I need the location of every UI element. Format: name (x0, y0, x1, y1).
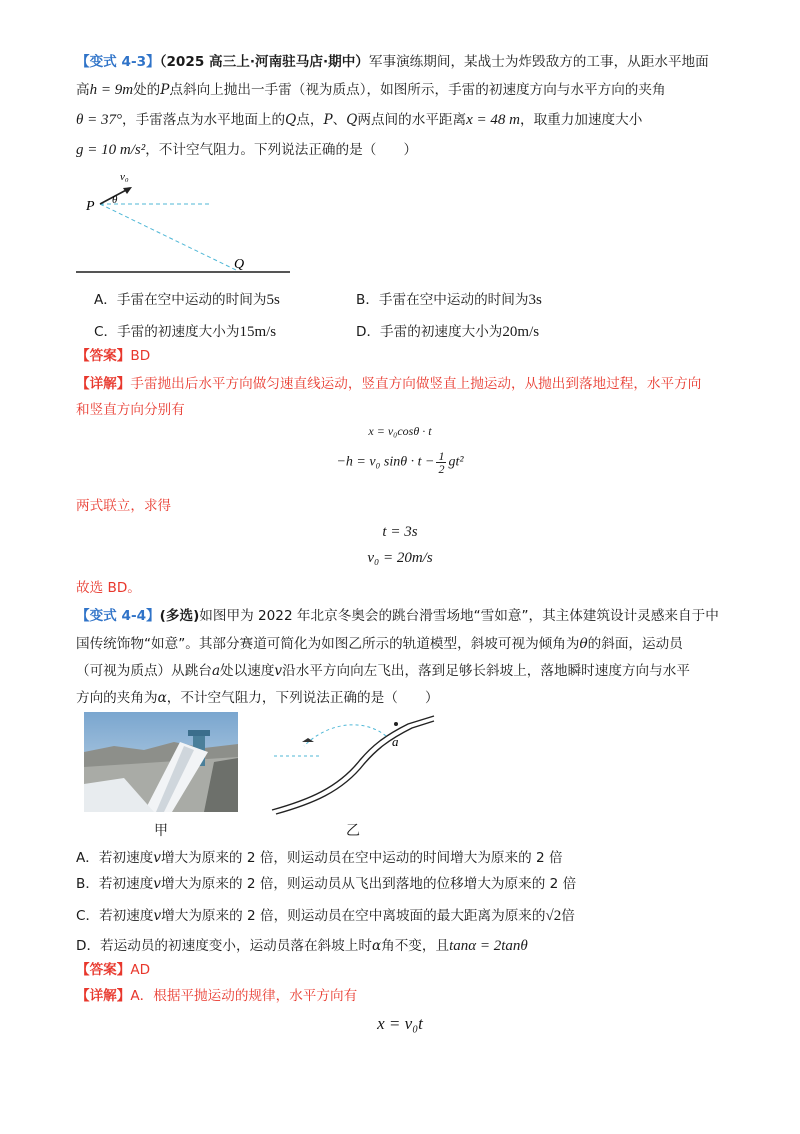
option-b-value: 3s (528, 292, 542, 308)
label-p: P (86, 199, 95, 214)
q43-option-b[interactable] (356, 288, 542, 309)
detail-text1: A．根据平抛运动的规律，水平方向有 (130, 988, 358, 1004)
option-d-value: 20m/s (502, 324, 540, 340)
label-q: Q (234, 257, 245, 272)
q43-result-v0: v₀ = 20m/s (367, 550, 433, 566)
q43-equation-1: x = v₀cosθ · t (368, 424, 432, 438)
eq2-left: −h = v₀ sinθ · t − (336, 454, 435, 470)
option-c-text3: 倍 (561, 908, 575, 924)
option-c-sqrt: √2 (545, 908, 562, 924)
q43-equation-2 (0, 450, 800, 475)
q43-combine: 两式联立，求得 (76, 498, 172, 514)
label-a: a (392, 734, 399, 749)
q43-text4: ，不计空气阻力。下列说法正确的是（ ） (145, 142, 418, 158)
q44-theta: θ (579, 636, 588, 652)
q44-option-c[interactable] (76, 904, 575, 925)
q43-point-p: P (160, 82, 170, 98)
answer-value: AD (130, 962, 151, 978)
option-d-text: D．手雷的初速度大小为 (356, 324, 503, 340)
q44-tag: 【变式 4-4】 (76, 608, 160, 624)
q43-option-d[interactable] (356, 320, 539, 341)
option-b-text: B．若初速度 (76, 876, 154, 892)
label-v0: v₀ (120, 171, 129, 183)
jumper-icon (394, 722, 398, 726)
eq2-fraction (436, 450, 446, 475)
q44-answer (76, 960, 150, 980)
option-a-text2: 增大为原来的 2 倍，则运动员在空中运动的时间增大为原来的 2 倍 (160, 850, 563, 866)
q43-choose: 故选 BD。 (76, 580, 141, 596)
q43-text2a: 高 (76, 82, 90, 98)
q43-point-q: Q (285, 112, 297, 128)
q43-text2b: 处的 (133, 82, 161, 98)
q43-source: （2025 高三上·河南驻马店·期中） (159, 54, 369, 70)
displacement-dashed-line (100, 204, 236, 270)
answer-value: BD (130, 348, 151, 364)
q43-g-expr: g = 10 m/s² (76, 142, 146, 158)
q44-text3c: 沿水平方向向左飞出，落到足够长斜坡上，落地瞬时速度方向与水平 (282, 663, 690, 679)
q44-text1: 如图甲为 2022 年北京冬奥会的跳台滑雪场地“雪如意”，其主体建筑设计灵感来自于中 (199, 608, 719, 624)
q44-multi: (多选) (159, 608, 200, 624)
q43-text3f: 两点间的水平距离 (357, 112, 467, 128)
detail-label: 【详解】 (76, 988, 131, 1004)
q43-text3d: 、 (332, 112, 347, 128)
q43-line4 (76, 140, 417, 160)
option-c-value: 15m/s (239, 324, 277, 340)
option-b-v: v (153, 876, 161, 892)
track-diagram (268, 712, 438, 816)
q44-line2 (76, 634, 683, 654)
option-a-text: A．若初速度 (76, 850, 154, 866)
option-c-text: C．手雷的初速度大小为 (94, 324, 240, 340)
q43-detail-line1 (76, 374, 701, 394)
option-a-value: 5s (266, 292, 280, 308)
q44-text3a: （可视为质点）从跳台 (76, 663, 212, 679)
q44-line3 (76, 661, 690, 681)
q43-text2c: 点斜向上抛出一手雷（视为质点），如图所示，手雷的初速度方向与水平方向的夹角 (169, 82, 666, 98)
q44-line4 (76, 688, 439, 708)
q43-point-p2: P (323, 112, 333, 128)
q43-tag: 【变式 4-3】 (76, 54, 160, 70)
trajectory-dashed (304, 725, 386, 746)
q44-equation-1: x = v₀t (377, 1014, 423, 1033)
option-c-text: C．若初速度 (76, 908, 154, 924)
answer-label: 【答案】 (76, 962, 131, 978)
q43-projectile-figure (76, 166, 296, 278)
option-d-alpha: α (371, 938, 382, 954)
q44-option-b[interactable] (76, 872, 576, 892)
q44-text3b: 处以速度 (220, 663, 275, 679)
q43-option-a[interactable] (94, 288, 280, 309)
q44-text2b: 的斜面，运动员 (587, 636, 683, 652)
q43-detail-line2: 和竖直方向分别有 (76, 402, 185, 418)
q44-detail (76, 986, 357, 1006)
detail-text1: 手雷抛出后水平方向做匀速直线运动，竖直方向做竖直上抛运动，从抛出到落地过程，水平方向 (130, 376, 702, 392)
q43-line2 (76, 80, 666, 100)
q43-line3 (76, 110, 642, 130)
q44-text4b: ，不计空气阻力，下列说法正确的是（ ） (166, 690, 439, 706)
eq2-right: gt² (448, 454, 464, 470)
q43-line1 (76, 52, 709, 72)
option-b-text: B．手雷在空中运动的时间为 (356, 292, 529, 308)
track-lower-line (276, 721, 434, 814)
q43-text1: 军事演练期间，某战士为炸毁敌方的工事，从距水平地面 (368, 54, 709, 70)
q43-text3b: 点， (296, 112, 324, 128)
q43-text3a: ，手雷落点为水平地面上的 (122, 112, 286, 128)
option-d-text2: 角不变，且 (381, 938, 450, 954)
q44-line1 (76, 606, 719, 626)
q44-option-d[interactable] (76, 934, 528, 955)
q44-text4a: 方向的夹角为 (76, 690, 158, 706)
label-jia: 甲 (154, 823, 168, 839)
option-c-v: v (153, 908, 162, 924)
ski-jump-photo (84, 712, 238, 812)
option-d-text: D．若运动员的初速度变小，运动员落在斜坡上时 (76, 938, 372, 954)
label-yi: 乙 (346, 823, 360, 839)
q43-h-expr: h = 9m (89, 82, 134, 98)
q43-result-t: t = 3s (382, 524, 418, 540)
detail-label: 【详解】 (76, 376, 131, 392)
answer-label: 【答案】 (76, 348, 131, 364)
label-theta: θ (112, 194, 118, 206)
option-a-v: v (153, 850, 161, 866)
frac-num: 1 (438, 449, 445, 463)
option-c-text2: 增大为原来的 2 倍，则运动员在空中离坡面的最大距离为原来的 (161, 908, 546, 924)
q43-theta-expr: θ = 37° (76, 112, 122, 128)
track-upper-line (272, 716, 434, 810)
q44-v: v (274, 663, 283, 679)
q43-point-q2: Q (346, 112, 358, 128)
option-b-text2: 增大为原来的 2 倍，则运动员从飞出到落地的位移增大为原来的 2 倍 (160, 876, 577, 892)
q43-answer (76, 346, 150, 366)
q43-text3g: ，取重力加速度大小 (520, 112, 643, 128)
frac-den: 2 (438, 462, 445, 476)
q43-x-expr: x = 48 m (466, 112, 520, 128)
q44-option-a[interactable] (76, 846, 563, 866)
q44-a: a (211, 663, 221, 679)
option-d-equation: tanα = 2tanθ (449, 938, 528, 954)
q44-alpha: α (157, 690, 167, 706)
q44-text2: 国传统饰物“如意”。其部分赛道可简化为如图乙所示的轨道模型，斜坡可视为倾角为 (76, 636, 580, 652)
option-a-text: A．手雷在空中运动的时间为 (94, 292, 267, 308)
q43-option-c[interactable] (94, 320, 276, 341)
